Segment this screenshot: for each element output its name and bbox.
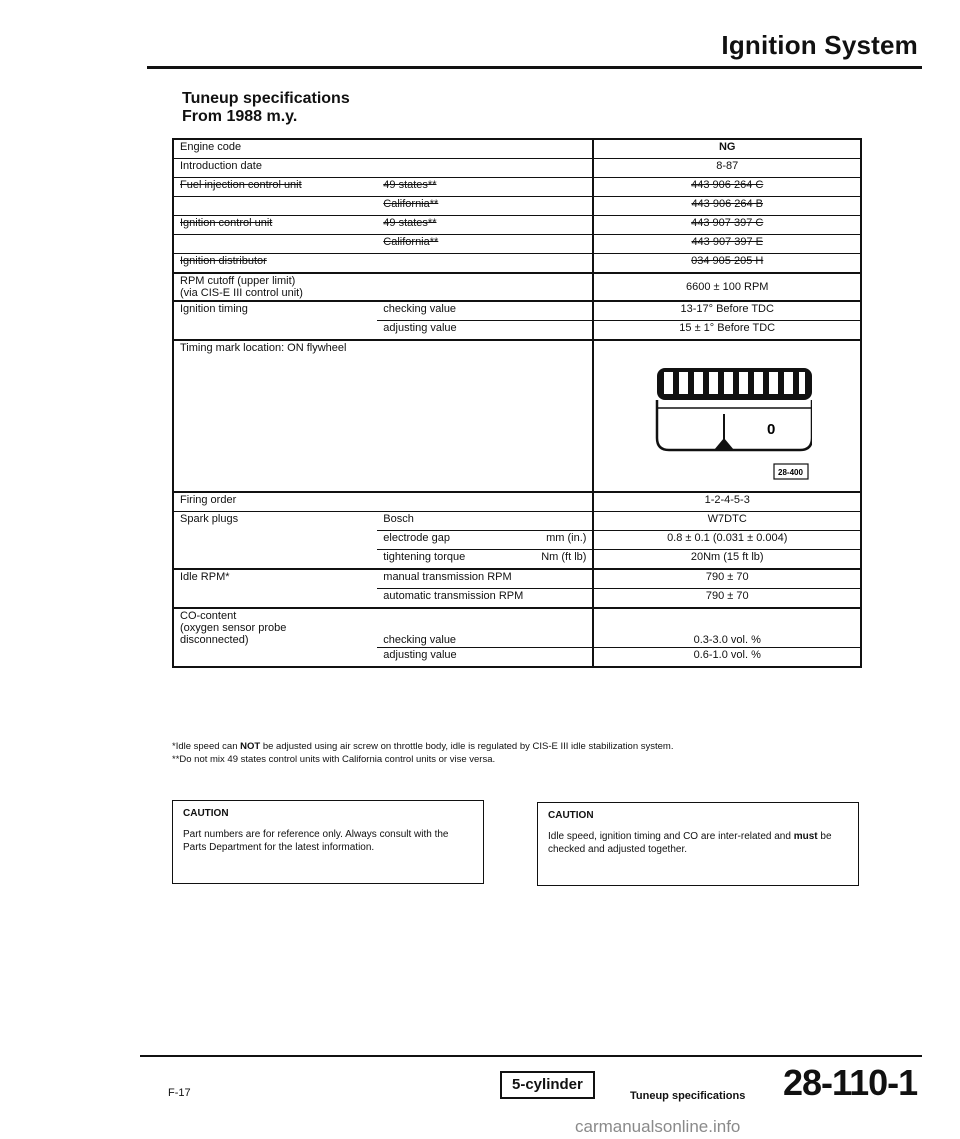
spark-plugs-blank1	[173, 531, 377, 550]
table-row	[173, 254, 861, 274]
table-row	[173, 159, 861, 178]
caution-right-title: CAUTION	[548, 810, 594, 821]
footer-subtitle: Tuneup specifications	[630, 1090, 746, 1102]
co-label2: (oxygen sensor probe	[180, 622, 287, 634]
caution-right-text	[548, 830, 848, 856]
co-label1: CO-content	[180, 610, 237, 622]
table-row	[173, 301, 861, 321]
idle-rpm-val2: 790 ± 70	[593, 589, 861, 609]
fuel-unit-sub1	[377, 178, 593, 197]
footnotes	[172, 740, 673, 766]
co-sub2: adjusting value	[377, 648, 593, 668]
footnote-idle-pre: *Idle speed can	[172, 741, 241, 752]
torque-value: 20Nm (15 ft lb)	[593, 550, 861, 570]
table-row	[173, 197, 861, 216]
idle-rpm-val1: 790 ± 70	[593, 569, 861, 589]
timing-mark-figure	[593, 340, 861, 492]
fuel-unit-val2	[593, 197, 861, 216]
page-code: F-17	[168, 1087, 191, 1099]
footnote-idle-post: be adjusted using air screw on throttle body, idle is regulated by CIS-E III idle stabilization system.	[260, 741, 674, 752]
ign-unit-sub1-text: 49 states**	[383, 217, 437, 229]
electrode-gap-value: 0.8 ± 0.1 (0.031 ± 0.004)	[593, 531, 861, 550]
idle-rpm-label: Idle RPM*	[173, 569, 377, 589]
co-val1: 0.3-3.0 vol. %	[593, 608, 861, 648]
timing-sub2: adjusting value	[377, 321, 593, 341]
engine-code-value: NG	[593, 139, 861, 159]
electrode-gap-label	[377, 531, 593, 550]
header-rule	[147, 66, 922, 69]
co-sub1: checking value	[377, 608, 593, 648]
torque-unit: Nm (ft lb)	[541, 551, 587, 563]
ign-unit-sub1	[377, 216, 593, 235]
section-title-line2: From 1988 m.y.	[182, 108, 298, 125]
intro-date-label: Introduction date	[173, 159, 593, 178]
ign-unit-blank	[173, 235, 377, 254]
idle-rpm-sub2: automatic transmission RPM	[377, 589, 593, 609]
pointer-arrow-icon	[714, 438, 734, 450]
co-label3: disconnected)	[180, 634, 249, 646]
fuel-unit-sub2-text: California**	[383, 198, 439, 210]
ign-unit-label	[173, 216, 377, 235]
fuel-unit-label	[173, 178, 377, 197]
fuel-unit-val2-text: 443 906 264 B	[691, 198, 764, 210]
fuel-unit-sub2	[377, 197, 593, 216]
torque-text: tightening torque	[383, 551, 466, 563]
spark-plugs-brand-value: W7DTC	[593, 512, 861, 531]
electrode-gap-unit: mm (in.)	[546, 532, 587, 544]
ign-unit-val1-text: 443 907 397 C	[691, 217, 764, 229]
spark-plugs-brand: Bosch	[377, 512, 593, 531]
footnote-idle-bold: NOT	[240, 741, 261, 752]
ign-unit-val1	[593, 216, 861, 235]
ign-unit-val2-text: 443 907 397 E	[691, 236, 764, 248]
rpm-cutoff-label2: (via CIS-E III control unit)	[180, 287, 303, 299]
table-row	[173, 531, 861, 550]
table-row	[173, 550, 861, 570]
table-row	[173, 569, 861, 589]
tuneup-spec-table	[172, 138, 862, 668]
header-title: Ignition System	[721, 30, 918, 60]
ign-unit-sub2-text: California**	[383, 236, 439, 248]
fuel-unit-sub1-text: 49 states**	[383, 179, 437, 191]
fuel-unit-val1-text: 443 906 264 C	[691, 179, 764, 191]
firing-order-value: 1-2-4-5-3	[593, 492, 861, 512]
intro-date-value: 8-87	[593, 159, 861, 178]
table-row	[173, 178, 861, 197]
page-number: 28-110-1	[783, 1062, 918, 1103]
idle-rpm-blank	[173, 589, 377, 609]
table-row	[173, 492, 861, 512]
rpm-cutoff-value: 6600 ± 100 RPM	[593, 273, 861, 301]
caution-box-right	[537, 802, 859, 886]
fuel-unit-label-text: Fuel injection control unit	[180, 179, 302, 191]
table-row	[173, 216, 861, 235]
timing-sub1: checking value	[377, 301, 593, 321]
distributor-value	[593, 254, 861, 274]
table-row	[173, 589, 861, 609]
torque-label	[377, 550, 593, 570]
caution-right-post: be checked and adjusted together.	[548, 831, 832, 855]
table-row	[173, 273, 861, 301]
watermark: carmanualsonline.info	[575, 1117, 741, 1136]
section-title-line1: Tuneup specifications	[182, 90, 350, 107]
firing-order-label: Firing order	[173, 492, 593, 512]
figure-id: 28-400	[778, 468, 804, 477]
timing-val2: 15 ± 1° Before TDC	[593, 321, 861, 341]
caution-right-pre: Idle speed, ignition timing and CO are inter-related and	[548, 831, 794, 842]
co-val2: 0.6-1.0 vol. %	[593, 648, 861, 668]
table-row	[173, 608, 861, 648]
footer-rule	[140, 1055, 922, 1057]
engine-code-label: Engine code	[173, 139, 593, 159]
table-row	[173, 235, 861, 254]
ign-unit-sub2	[377, 235, 593, 254]
caution-right-bold: must	[793, 831, 818, 842]
timing-val1: 13-17° Before TDC	[593, 301, 861, 321]
fuel-unit-blank	[173, 197, 377, 216]
table-row	[173, 512, 861, 531]
distributor-label	[173, 254, 593, 274]
footnote-mix: **Do not mix 49 states control units with California control units or vise versa.	[172, 754, 496, 765]
fuel-unit-val1	[593, 178, 861, 197]
rpm-cutoff-label	[173, 273, 593, 301]
caution-left-title: CAUTION	[183, 808, 229, 819]
table-row	[173, 139, 861, 159]
engine-type-box: 5-cylinder	[500, 1071, 595, 1099]
timing-blank	[173, 321, 377, 341]
distributor-value-text: 034 905 205 H	[691, 255, 764, 267]
section-title	[182, 90, 350, 126]
footnote-idle	[172, 740, 673, 753]
timing-mark-zero: 0	[767, 421, 776, 438]
ign-unit-val2	[593, 235, 861, 254]
table-row	[173, 340, 861, 492]
spark-plugs-label: Spark plugs	[173, 512, 377, 531]
flywheel-diagram	[642, 350, 812, 490]
table-row	[173, 321, 861, 341]
caution-left-text: Part numbers are for reference only. Always consult with the Parts Department for the latest information.	[183, 829, 449, 853]
flywheel-illustration	[642, 350, 812, 490]
spark-plugs-blank2	[173, 550, 377, 570]
timing-mark-label: Timing mark location: ON flywheel	[173, 340, 593, 492]
caution-box-left	[172, 800, 484, 884]
idle-rpm-sub1: manual transmission RPM	[377, 569, 593, 589]
rpm-cutoff-label1: RPM cutoff (upper limit)	[180, 275, 296, 287]
distributor-label-text: Ignition distributor	[180, 255, 267, 267]
timing-label: Ignition timing	[173, 301, 377, 321]
electrode-gap-text: electrode gap	[383, 532, 450, 544]
ign-unit-label-text: Ignition control unit	[180, 217, 273, 229]
co-label	[173, 608, 377, 667]
